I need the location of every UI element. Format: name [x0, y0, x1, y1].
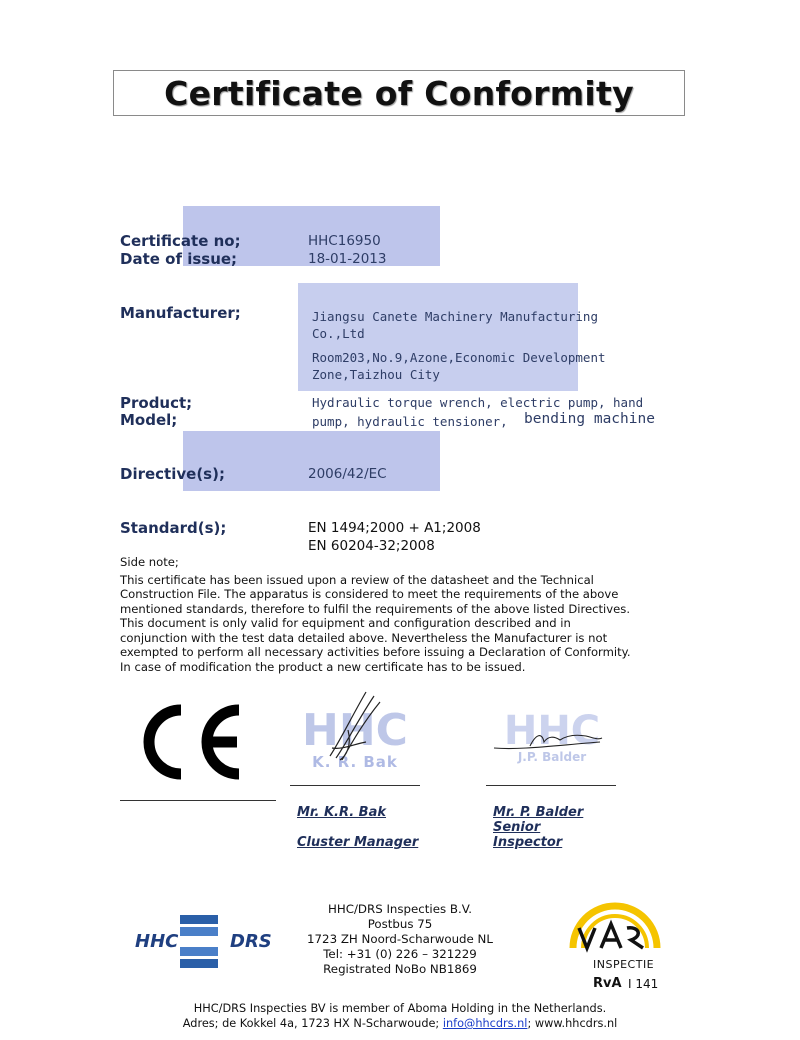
signature-kr-bak	[322, 686, 392, 766]
signatory-title: Senior	[493, 820, 541, 835]
footer-contact-line	[60, 1017, 740, 1030]
rva-inspectie-text: INSPECTIE	[593, 958, 655, 971]
footer-address-text: Adres; de Kokkel 4a, 1723 HX N-Scharwoude;	[182, 1017, 440, 1030]
stamp-name: K. R. Bak	[312, 753, 398, 771]
signatory-name: Mr. K.R. Bak	[297, 805, 387, 820]
side-note-line: conjunction with the test data detailed above. Nevertheless the Manufacturer is not	[120, 630, 608, 645]
side-note-line: exempted to perform all necessary activities before issuing a Declaration of Conformity.	[120, 645, 631, 659]
hhc-drs-logo	[135, 913, 280, 971]
product-description-extra: bending machine	[524, 411, 655, 427]
website-text: ; www.hhcdrs.nl	[527, 1017, 618, 1030]
signatory-name: Mr. P. Balder	[493, 805, 584, 820]
directive-value: 2006/42/EC	[308, 466, 387, 482]
side-note-label: Side note;	[120, 555, 179, 569]
rva-number: I 141	[628, 977, 659, 991]
side-note-line: This document is only valid for equipment and configuration described and in	[120, 616, 571, 630]
product-label: Product;	[120, 394, 193, 412]
logo-text-hhc: HHC	[135, 931, 179, 952]
logo-bar	[180, 927, 218, 936]
model-label: Model;	[120, 411, 178, 429]
standard-label: Standard(s);	[120, 519, 227, 537]
product-description: Hydraulic torque wrench, electric pump, hand	[312, 395, 644, 410]
logo-text-drs: DRS	[230, 931, 272, 952]
manufacturer-name-cont: Co.,Ltd	[312, 326, 365, 341]
date-label: Date of issue;	[120, 250, 238, 268]
stamp-logo: HHC	[503, 708, 601, 754]
rva-logo	[565, 898, 665, 998]
signatory-title: Inspector	[493, 835, 563, 850]
address-line: HHC/DRS Inspecties B.V.	[327, 902, 472, 916]
signature-line	[486, 785, 616, 786]
address-line: Registrated NoBo NB1869	[323, 962, 477, 976]
standard-value: EN 1494;2000 + A1;2008	[308, 520, 481, 536]
product-description-cont: pump, hydraulic tensioner,	[312, 414, 508, 429]
rva-arcs-icon	[565, 898, 665, 956]
signature-line	[120, 800, 276, 801]
page-title: Certificate of Conformity	[164, 74, 634, 113]
logo-bar	[180, 959, 218, 968]
stamp-name: J.P. Balder	[517, 750, 587, 764]
address-line: 1723 ZH Noord-Scharwoude NL	[307, 932, 493, 946]
stamp-logo: HHC	[302, 705, 408, 756]
side-note-line: This certificate has been issued upon a review of the datasheet and the Technical	[120, 572, 594, 587]
rva-text: RvA	[593, 976, 622, 991]
manufacturer-address: Room203,No.9,Azone,Economic Development	[312, 350, 606, 365]
address-line: Tel: +31 (0) 226 – 321229	[323, 947, 477, 961]
side-note-line: mentioned standards, therefore to fulfil the requirements of the above listed Directives.	[120, 601, 630, 616]
footer-member-line: HHC/DRS Inspecties BV is member of Aboma Holding in the Netherlands.	[193, 1002, 607, 1015]
certificate-number: HHC16950	[308, 233, 381, 249]
certificate-number-label: Certificate no;	[120, 232, 241, 250]
signature-p-balder	[490, 728, 610, 756]
address-line: Postbus 75	[367, 917, 433, 931]
date-of-issue: 18-01-2013	[308, 251, 387, 267]
ce-mark-icon	[133, 702, 245, 782]
manufacturer-address-cont: Zone,Taizhou City	[312, 367, 440, 382]
side-note-line: In case of modification the product a new certificate has to be issued.	[120, 659, 526, 674]
manufacturer-name: Jiangsu Canete Machinery Manufacturing	[312, 309, 598, 324]
side-note	[120, 555, 680, 674]
footer-address	[300, 902, 500, 977]
standard-value: EN 60204-32;2008	[308, 538, 435, 554]
email-link[interactable]: info@hhcdrs.nl	[442, 1017, 528, 1030]
directive-label: Directive(s);	[120, 465, 225, 483]
certificate-title-box	[113, 70, 685, 116]
logo-bar	[180, 915, 218, 924]
side-note-line: Construction File. The apparatus is considered to meet the requirements of the above	[120, 587, 619, 601]
manufacturer-label: Manufacturer;	[120, 304, 241, 322]
logo-bar	[180, 947, 218, 956]
signature-line	[290, 785, 420, 786]
signatory-title: Cluster Manager	[297, 835, 419, 850]
